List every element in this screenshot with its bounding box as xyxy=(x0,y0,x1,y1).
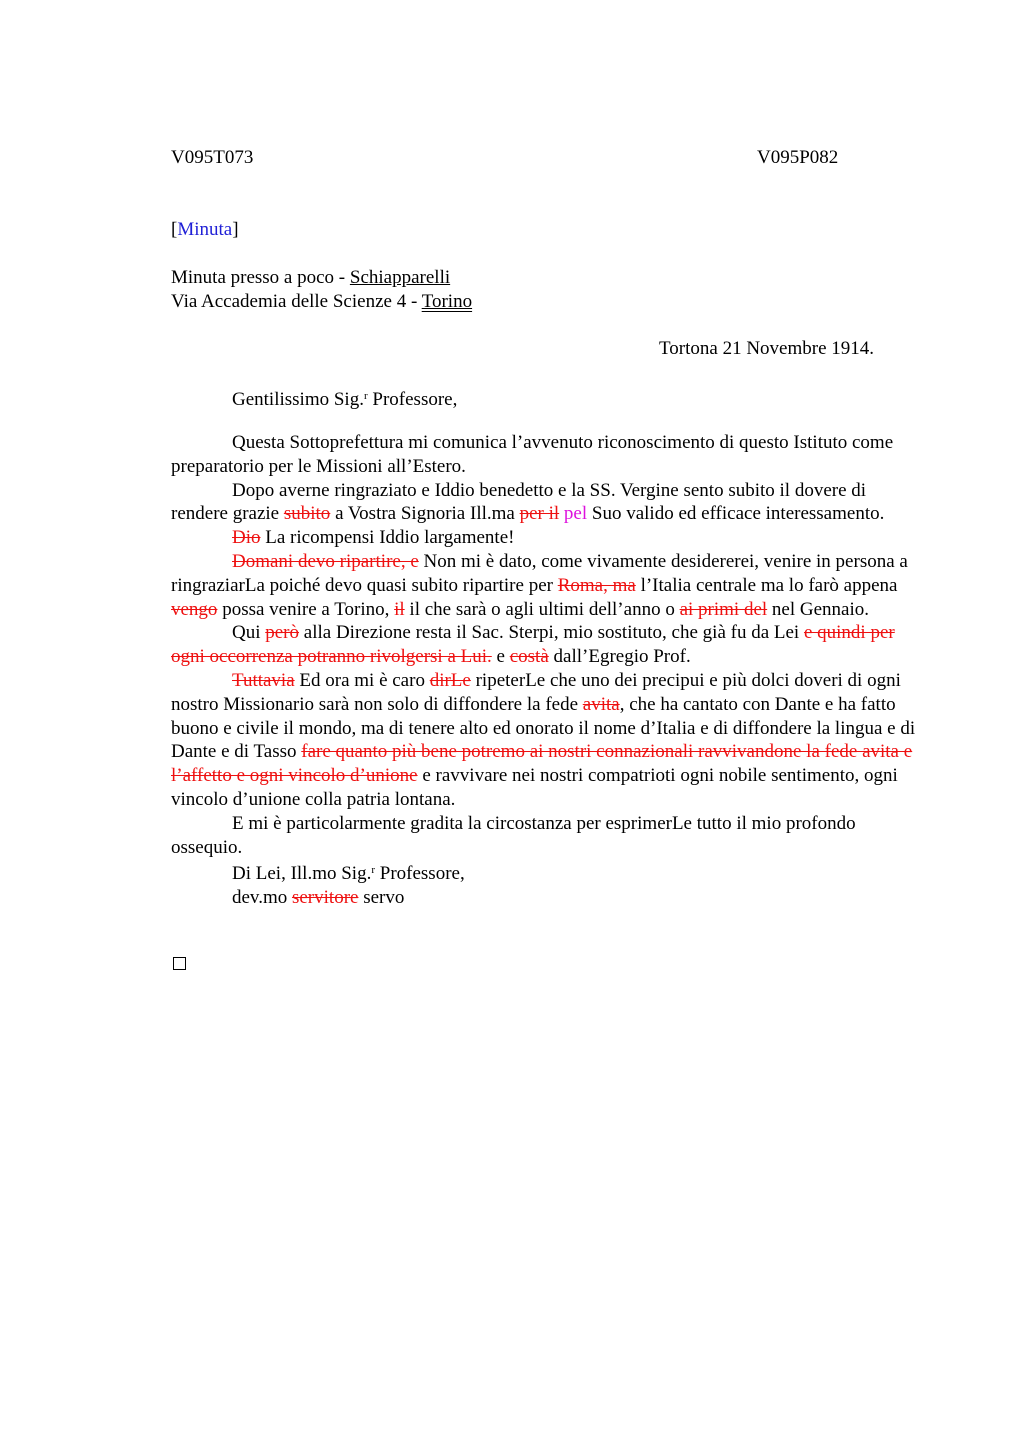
paragraph-4: Domani devo ripartire, e Non mi è dato, come vivamente desidererei, venire in persona a ringraziarLa poiché devo quasi subito ripartire per Roma, ma l’Italia centrale ma lo farò appena vengo possa venire a Torino, il il che sarà o agli ultimi dell’anno o ai primi del nel Gennaio. xyxy=(171,550,908,620)
paragraph-5: Qui però alla Direzione resta il Sac. Sterpi, mio sostituto, che già fu da Lei e quindi per ogni occorrenza potranno rivolgersi a Lui. e costà dall’Egregio Prof. xyxy=(171,622,895,668)
letter-body xyxy=(171,431,926,910)
letter-date: Tortona 21 Novembre 1914. xyxy=(659,338,875,359)
paragraph-1: Questa Sottoprefettura mi comunica l’avvenuto riconoscimento di questo Istituto come preparatorio per le Missioni all’Estero. xyxy=(171,432,894,477)
deleted-text: subito xyxy=(283,503,331,525)
code-right: V095P082 xyxy=(757,147,839,168)
document-codes xyxy=(171,147,845,171)
deleted-text: vengo xyxy=(171,598,218,620)
deleted-text: il xyxy=(394,598,405,620)
deleted-text: Tuttavia xyxy=(232,669,295,691)
paragraph-6: Tuttavia Ed ora mi è caro dirLe ripeterLe che uno dei precipui e più dolci doveri di ogni nostro Missionario sarà non solo di diffondere la fede avita, che ha cantato con Dante e ha fatto buono e civile il mondo, ma di tenere alto ed onorato il nome d’Italia e di diffondere la lingua e di Dante e di Tasso fare quanto più bene potremo ai nostri connazionali ravvivandone la fede avita e l’affetto e ogni vincolo d’unione e ravvivare nei nostri compatrioti ogni nobile sentimento, ogni vincolo d’unione colla patria lontana. xyxy=(171,669,916,810)
deleted-text: Domani devo ripartire, e xyxy=(232,550,419,572)
address-line-2: Via Accademia delle Scienze 4 - Torino xyxy=(171,291,473,312)
deleted-text: per il xyxy=(519,503,560,525)
paragraph-7: E mi è particolarmente gradita la circostanza per esprimerLe tutto il mio profondo ossequio. xyxy=(171,812,856,858)
minuta-label: [Minuta] xyxy=(171,219,239,240)
deleted-text: dirLe xyxy=(429,669,471,691)
recipient-name: Schiapparelli xyxy=(349,267,451,288)
deleted-text: ai primi del xyxy=(679,598,768,620)
paragraph-3: Dio La ricompensi Iddio largamente! xyxy=(232,527,515,549)
address-block xyxy=(171,266,472,314)
inserted-text: pel xyxy=(563,503,588,525)
closing-line: Di Lei, Ill.mo Sig.$^r$ Professore, xyxy=(232,863,465,885)
deleted-text: però xyxy=(265,622,300,644)
salutation: Gentilissimo Sig.$^r$ Professore, xyxy=(232,389,458,410)
deleted-text: fare quanto più bene potremo ai nostri connazionali ravvivandone la fede avita e l’affetto e ogni vincolo d’unione xyxy=(171,741,913,787)
signature-line: dev.mo servitore servo xyxy=(232,887,405,909)
checkbox-icon xyxy=(173,957,186,970)
deleted-text: Roma, ma xyxy=(557,574,636,596)
deleted-text: servitore xyxy=(291,887,359,909)
code-left: V095T073 xyxy=(171,147,254,168)
address-line-1: Minuta presso a poco - Schiapparelli xyxy=(171,267,451,288)
deleted-text: e quindi per ogni occorrenza potranno rivolgersi a Lui. xyxy=(171,622,895,668)
deleted-text: costà xyxy=(509,646,549,668)
deleted-text: Dio xyxy=(232,527,261,549)
minuta-tag: Minuta xyxy=(177,219,233,240)
deleted-text: avita xyxy=(582,693,620,715)
recipient-city: Torino xyxy=(421,291,473,312)
paragraph-2: Dopo averne ringraziato e Iddio benedetto e la SS. Vergine sento subito il dovere di rendere grazie subito a Vostra Signoria Ill.ma per il pel Suo valido ed efficace interessamento. xyxy=(171,479,885,525)
